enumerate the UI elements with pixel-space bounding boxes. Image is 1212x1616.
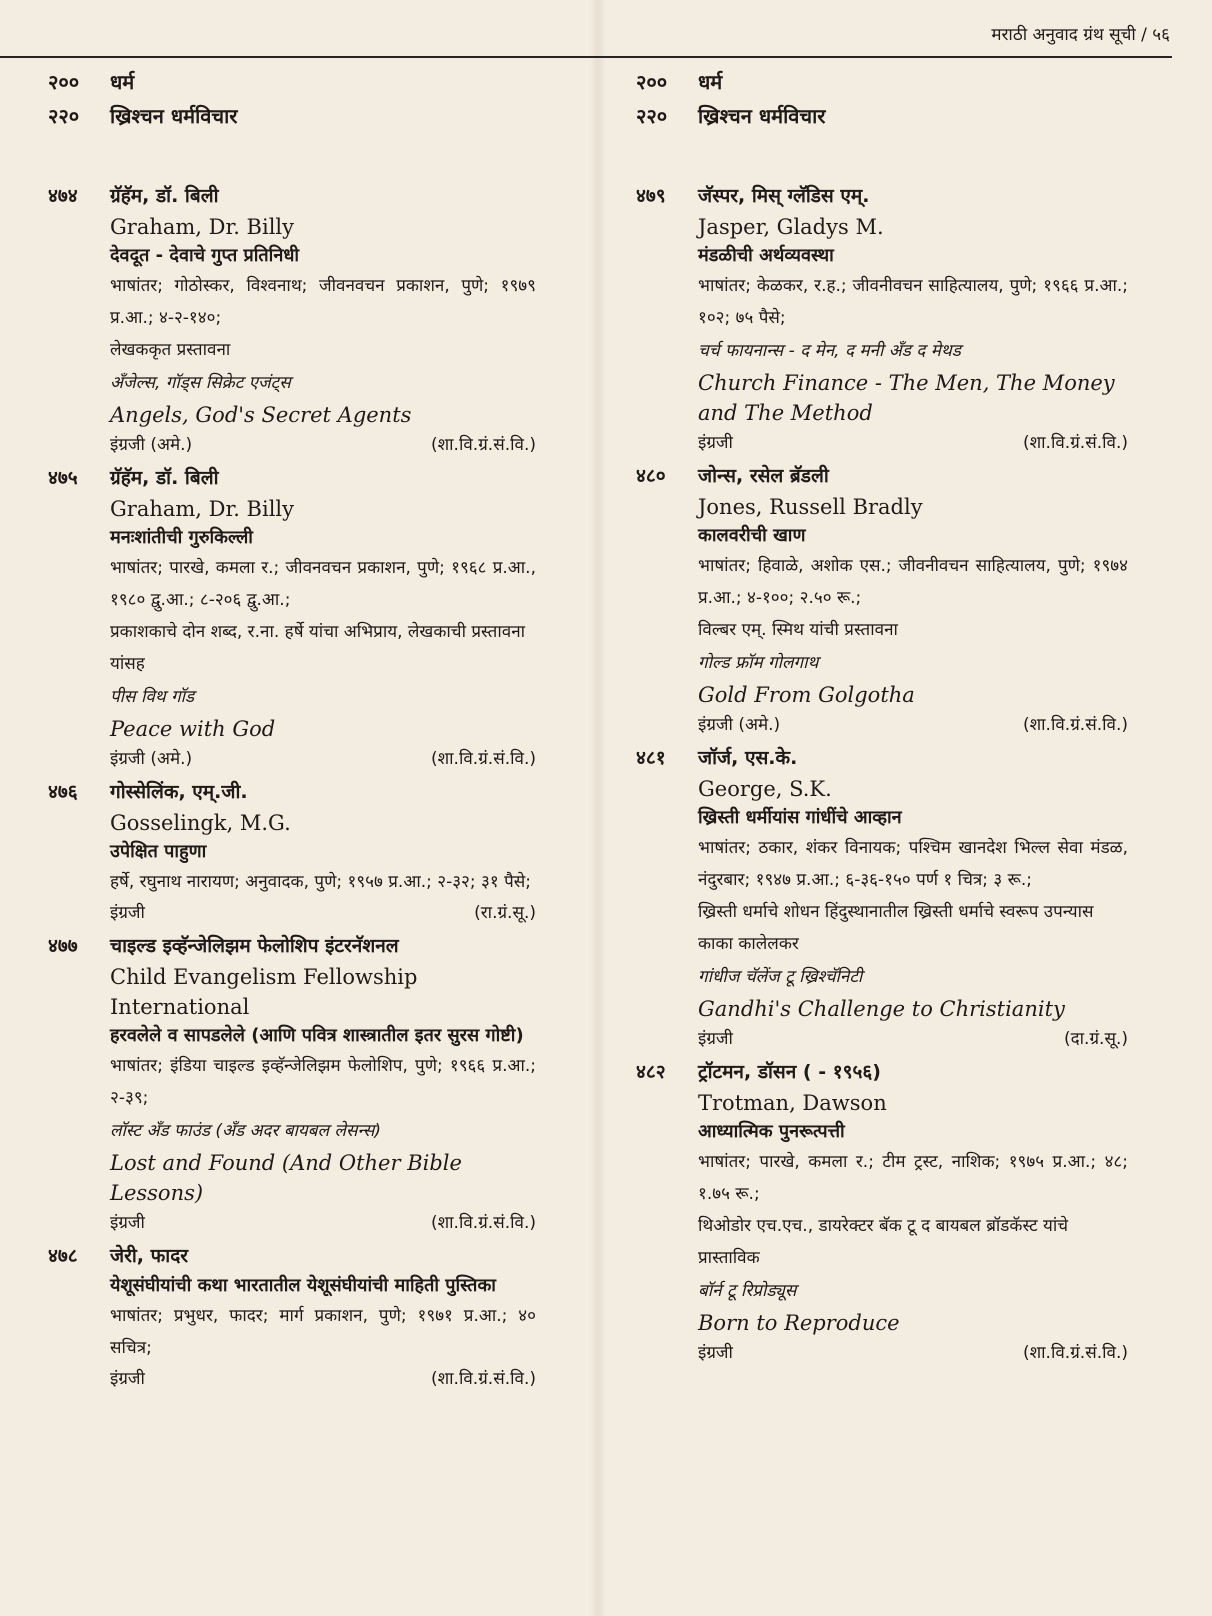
- original-title-marathi: बॉर्न टू रिप्रोड्यूस: [698, 1281, 797, 1301]
- author-marathi: जोन्स, रसेल ब्रॅडली: [698, 465, 829, 487]
- title-marathi: आध्यात्मिक पुनरूत्पत्ती: [698, 1121, 845, 1142]
- source-language: इंग्रजी: [698, 433, 733, 453]
- entry-number: ४७४: [48, 185, 78, 207]
- source-language: इंग्रजी (अमे.): [698, 715, 781, 735]
- section-heading: २०० धर्म: [636, 69, 723, 94]
- publication-details: भाषांतर; पारखे, कमला र.; जीवनवचन प्रकाशन, पुणे; १९६८ प्र.आ., १९८० द्वु.आ.; ८-२०६ द्वु.आ.;: [110, 558, 536, 610]
- source-language: इंग्रजी: [110, 1213, 145, 1233]
- entry-footer: [110, 898, 536, 928]
- source-language: इंग्रजी (अमे.): [110, 749, 193, 769]
- catalog-entry: [48, 1240, 536, 1394]
- source-language: इंग्रजी: [110, 903, 145, 923]
- original-title-marathi: चर्च फायनान्स - द मेन, द मनी अँड द मेथड: [698, 341, 961, 361]
- publication-details: हर्षे, रघुनाथ नारायण; अनुवादक, पुणे; १९५७ प्र.आ.; २-३२; ३१ पैसे;: [110, 872, 531, 892]
- original-title-marathi: पीस विथ गॉड: [110, 687, 195, 707]
- author-marathi: जॅस्पर, मिस् ग्लॅडिस एम्.: [698, 185, 870, 207]
- catalog-entry: [48, 462, 536, 774]
- entry-footer: [110, 1364, 536, 1394]
- author-marathi: चाइल्ड इव्हॅन्जेलिझम फेलोशिप इंटरनॅशनल: [110, 935, 399, 957]
- source-reference: (शा.वि.ग्रं.सं.वि.): [430, 1213, 536, 1233]
- title-marathi: हरवलेले व सापडलेले (आणि पवित्र शास्त्रातील इतर सुरस गोष्टी): [110, 1025, 524, 1046]
- original-title-english: Gold From Golgotha: [698, 683, 915, 707]
- author-english: Jasper, Gladys M.: [698, 215, 884, 239]
- source-reference: (शा.वि.ग्रं.सं.वि.): [1022, 715, 1128, 735]
- entry-number: ४८१: [636, 747, 666, 769]
- original-title-marathi: अँजेल्स, गॉड्स सिक्रेट एजंट्स: [110, 373, 291, 393]
- catalog-entry: [636, 742, 1128, 1054]
- entry-footer: [698, 1338, 1128, 1368]
- author-marathi: जॉर्ज, एस.के.: [698, 747, 798, 769]
- source-reference: (शा.वि.ग्रं.सं.वि.): [430, 749, 536, 769]
- header-rule: [0, 56, 1172, 58]
- source-language: इंग्रजी: [698, 1343, 733, 1363]
- source-language: इंग्रजी (अमे.): [110, 435, 193, 455]
- entry-footer: [110, 1208, 536, 1238]
- section-heading: २२० ख्रिश्चन धर्मविचार: [48, 103, 238, 128]
- publication-details: भाषांतर; इंडिया चाइल्ड इव्हॅन्जेलिझम फेलोशिप, पुणे; १९६६ प्र.आ.; २-३९;: [110, 1056, 536, 1108]
- entry-note: विल्बर एम्. स्मिथ यांची प्रस्तावना: [698, 620, 898, 640]
- entry-note: ख्रिस्ती धर्माचे शोधन हिंदुस्थानातील ख्रिस्ती धर्माचे स्वरूप उपन्यास काका कालेलकर: [698, 902, 1094, 954]
- publication-details: भाषांतर; पारखे, कमला र.; टीम ट्रस्ट, नाशिक; १९७५ प्र.आ.; ४८; १.७५ रू.;: [698, 1152, 1128, 1204]
- author-marathi: ग्रॅहॅम, डॉ. बिली: [110, 185, 219, 207]
- original-title-english: Gandhi's Challenge to Christianity: [698, 997, 1065, 1021]
- publication-details: भाषांतर; प्रभुधर, फादर; मार्ग प्रकाशन, पुणे; १९७१ प्र.आ.; ४० सचित्र;: [110, 1306, 536, 1358]
- entry-number: ४७७: [48, 935, 78, 957]
- page-header: मराठी अनुवाद ग्रंथ सूची / ५६: [991, 25, 1170, 45]
- entry-note: थिओडोर एच.एच., डायरेक्टर बॅक टू द बायबल ब्रॉडकॅस्ट यांचे प्रास्ताविक: [698, 1216, 1069, 1268]
- source-language: इंग्रजी: [698, 1029, 733, 1049]
- original-title-marathi: गांधीज चॅलेंज टू ख्रिश्चॅनिटी: [698, 967, 863, 987]
- source-reference: (शा.वि.ग्रं.सं.वि.): [430, 435, 536, 455]
- original-title-english: Angels, God's Secret Agents: [110, 403, 412, 427]
- source-reference: (दा.ग्रं.सू.): [1064, 1029, 1128, 1049]
- entry-number: ४८०: [636, 465, 666, 487]
- entry-footer: [110, 430, 536, 460]
- catalog-entry: [48, 930, 536, 1238]
- page-gutter: [590, 0, 606, 1616]
- title-marathi: ख्रिस्ती धर्मीयांस गांधींचे आव्हान: [698, 807, 902, 828]
- author-marathi: ग्रॅहॅम, डॉ. बिली: [110, 467, 219, 489]
- title-marathi: मंडळीची अर्थव्यवस्था: [698, 245, 834, 266]
- author-english: Jones, Russell Bradly: [698, 495, 923, 519]
- original-title-english: Born to Reproduce: [698, 1311, 900, 1335]
- original-title-english: Church Finance - The Men, The Money and The Method: [698, 371, 1115, 425]
- author-english: George, S.K.: [698, 777, 832, 801]
- right-column: [636, 64, 1128, 1368]
- source-reference: (शा.वि.ग्रं.सं.वि.): [1022, 433, 1128, 453]
- entry-number: ४८२: [636, 1061, 666, 1083]
- source-reference: (शा.वि.ग्रं.सं.वि.): [430, 1369, 536, 1389]
- entry-note: लेखककृत प्रस्तावना: [110, 340, 231, 360]
- author-english: Child Evangelism Fellowship International: [110, 965, 418, 1019]
- catalog-entry: [636, 180, 1128, 458]
- original-title-marathi: लॉस्ट अँड फाउंड (अँड अदर बायबल लेसन्स): [110, 1121, 382, 1141]
- publication-details: भाषांतर; हिवाळे, अशोक एस.; जीवनीवचन साहित्यालय, पुणे; १९७४ प्र.आ.; ४-१००; २.५० रू.;: [698, 556, 1128, 608]
- author-english: Trotman, Dawson: [698, 1091, 887, 1115]
- author-marathi: गोस्सेलिंक, एम्.जी.: [110, 781, 248, 803]
- author-english: Gosselingk, M.G.: [110, 811, 291, 835]
- author-english: Graham, Dr. Billy: [110, 215, 295, 239]
- title-marathi: येशूसंघीयांची कथा भारतातील येशूसंघीयांची माहिती पुस्तिका: [110, 1275, 496, 1296]
- source-reference: (शा.वि.ग्रं.सं.वि.): [1022, 1343, 1128, 1363]
- title-marathi: कालवरीची खाण: [698, 525, 806, 546]
- catalog-entry: [48, 180, 536, 460]
- author-marathi: जेरी, फादर: [110, 1245, 189, 1267]
- left-column: [48, 64, 536, 1394]
- section-heading: २०० धर्म: [48, 69, 135, 94]
- original-title-english: Lost and Found (And Other Bible Lessons): [110, 1151, 462, 1205]
- source-language: इंग्रजी: [110, 1369, 145, 1389]
- catalog-entry: [636, 460, 1128, 740]
- title-marathi: देवदूत - देवाचे गुप्त प्रतिनिधी: [110, 245, 300, 266]
- entry-note: प्रकाशकाचे दोन शब्द, र.ना. हर्षे यांचा अभिप्राय, लेखकाची प्रस्तावना यांसह: [110, 622, 526, 674]
- publication-details: भाषांतर; गोठोस्कर, विश्वनाथ; जीवनवचन प्रकाशन, पुणे; १९७९ प्र.आ.; ४-२-१४०;: [110, 276, 536, 328]
- entry-number: ४७९: [636, 185, 666, 207]
- entry-number: ४७८: [48, 1245, 78, 1267]
- entry-footer: [698, 428, 1128, 458]
- title-marathi: उपेक्षित पाहुणा: [110, 841, 207, 862]
- publication-details: भाषांतर; ठकार, शंकर विनायक; पश्चिम खानदेश भिल्ल सेवा मंडळ, नंदुरबार; १९४७ प्र.आ.; ६-३६-१५० पर्ण १ चित्र; ३ रू.;: [698, 838, 1128, 890]
- publication-details: भाषांतर; केळकर, र.ह.; जीवनीवचन साहित्यालय, पुणे; १९६६ प्र.आ.; १०२; ७५ पैसे;: [698, 276, 1128, 328]
- original-title-english: Peace with God: [110, 717, 276, 741]
- entry-footer: [698, 1024, 1128, 1054]
- source-reference: (रा.ग्रं.सू.): [474, 903, 536, 923]
- catalog-entry: [48, 776, 536, 928]
- author-marathi: ट्रॉटमन, डॉसन ( - १९५६): [698, 1061, 881, 1083]
- original-title-marathi: गोल्ड फ्रॉम गोलगाथ: [698, 653, 819, 673]
- entry-number: ४७५: [48, 467, 78, 489]
- catalog-entry: [636, 1056, 1128, 1368]
- author-english: Graham, Dr. Billy: [110, 497, 295, 521]
- entry-footer: [110, 744, 536, 774]
- entry-footer: [698, 710, 1128, 740]
- title-marathi: मनःशांतीची गुरुकिल्ली: [110, 527, 253, 548]
- section-heading: २२० ख्रिश्चन धर्मविचार: [636, 103, 826, 128]
- entry-number: ४७६: [48, 781, 78, 803]
